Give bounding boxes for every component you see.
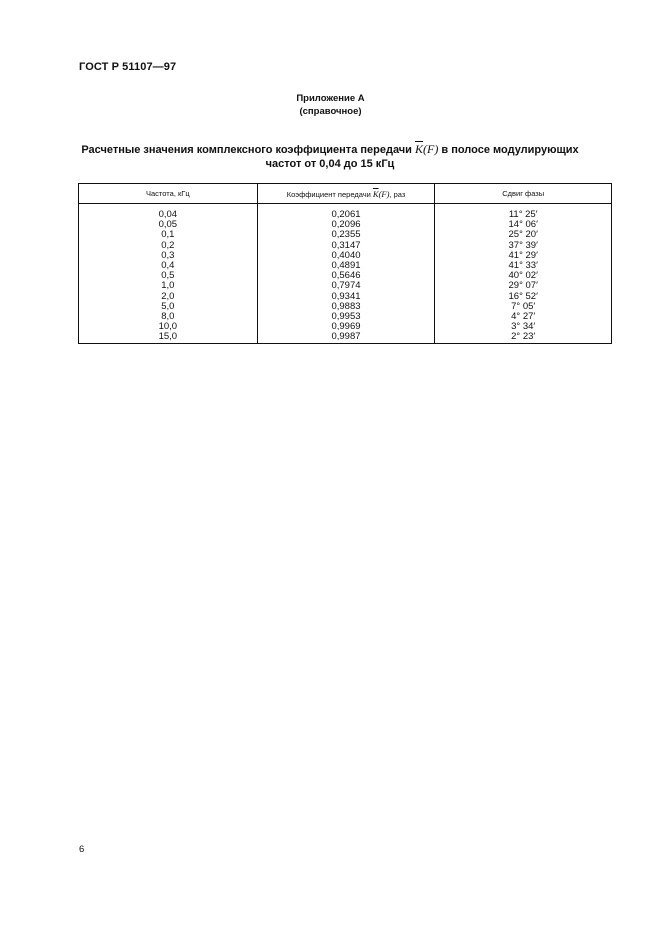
- cell-phase: 2° 23′: [435, 332, 612, 343]
- cell-coefficient: 0,7974: [257, 281, 435, 291]
- cell-phase: 14° 06′: [435, 220, 612, 230]
- cell-phase: 40° 02′: [435, 271, 612, 281]
- page-number: 6: [79, 844, 85, 855]
- cell-frequency: 0,2: [79, 241, 258, 251]
- cell-coefficient: 0,9987: [257, 332, 435, 343]
- cell-phase: 7° 05′: [435, 302, 612, 312]
- appendix-subtitle: (справочное): [299, 106, 362, 117]
- table-title: [80, 142, 580, 171]
- cell-phase: 11° 25′: [435, 210, 612, 220]
- cell-coefficient: 0,9953: [257, 312, 435, 322]
- cell-coefficient: 0,9969: [257, 322, 435, 332]
- table-body: [79, 204, 612, 344]
- cell-coefficient: 0,4040: [257, 251, 435, 261]
- cell-frequency: 0,04: [79, 210, 258, 220]
- document-code: ГОСТ Р 51107—97: [79, 61, 177, 73]
- cell-phase: 29° 07′: [435, 281, 612, 291]
- cell-frequency: 0,4: [79, 261, 258, 271]
- cell-frequency: 0,5: [79, 271, 258, 281]
- cell-coefficient: 0,4891: [257, 261, 435, 271]
- cell-phase: 37° 39′: [435, 241, 612, 251]
- cell-frequency: 1,0: [79, 281, 258, 291]
- cell-phase: 41° 33′: [435, 261, 612, 271]
- cell-frequency: 15,0: [79, 332, 258, 343]
- cell-coefficient: 0,2096: [257, 220, 435, 230]
- cell-phase: 4° 27′: [435, 312, 612, 322]
- appendix-heading: [0, 92, 661, 118]
- cell-phase: 3° 34′: [435, 322, 612, 332]
- cell-phase: 25° 20′: [435, 230, 612, 240]
- cell-frequency: 0,3: [79, 251, 258, 261]
- cell-coefficient: 0,5646: [257, 271, 435, 281]
- cell-frequency: 2,0: [79, 292, 258, 302]
- table-row: [79, 332, 612, 343]
- cell-frequency: 8,0: [79, 312, 258, 322]
- appendix-title: Приложение А: [296, 93, 365, 104]
- cell-frequency: 0,05: [79, 220, 258, 230]
- table-title-text-2: в полосе модулирующих: [438, 144, 579, 156]
- cell-frequency: 10,0: [79, 322, 258, 332]
- table-title-text-1: Расчетные значения комплексного коэффициента передачи: [81, 144, 415, 156]
- data-table: [78, 183, 612, 344]
- header-frequency: Частота, кГц: [79, 184, 258, 204]
- cell-coefficient: 0,2061: [257, 210, 435, 220]
- table-header-row: [79, 184, 612, 204]
- cell-frequency: 0,1: [79, 230, 258, 240]
- header-phase: Сдвиг фазы: [435, 184, 612, 204]
- cell-frequency: 5,0: [79, 302, 258, 312]
- cell-coefficient: 0,9883: [257, 302, 435, 312]
- cell-phase: 16° 52′: [435, 292, 612, 302]
- table-title-line-1: [80, 142, 580, 157]
- k-symbol: $\overline{K}(F)$: [415, 142, 439, 156]
- cell-phase: 41° 29′: [435, 251, 612, 261]
- cell-coefficient: 0,9341: [257, 292, 435, 302]
- header-coefficient: Коэффициент передачи $\overline{K}(F)$, раз: [257, 184, 435, 204]
- cell-coefficient: 0,2355: [257, 230, 435, 240]
- cell-coefficient: 0,3147: [257, 241, 435, 251]
- table-title-line-2: частот от 0,04 до 15 кГц: [265, 158, 395, 170]
